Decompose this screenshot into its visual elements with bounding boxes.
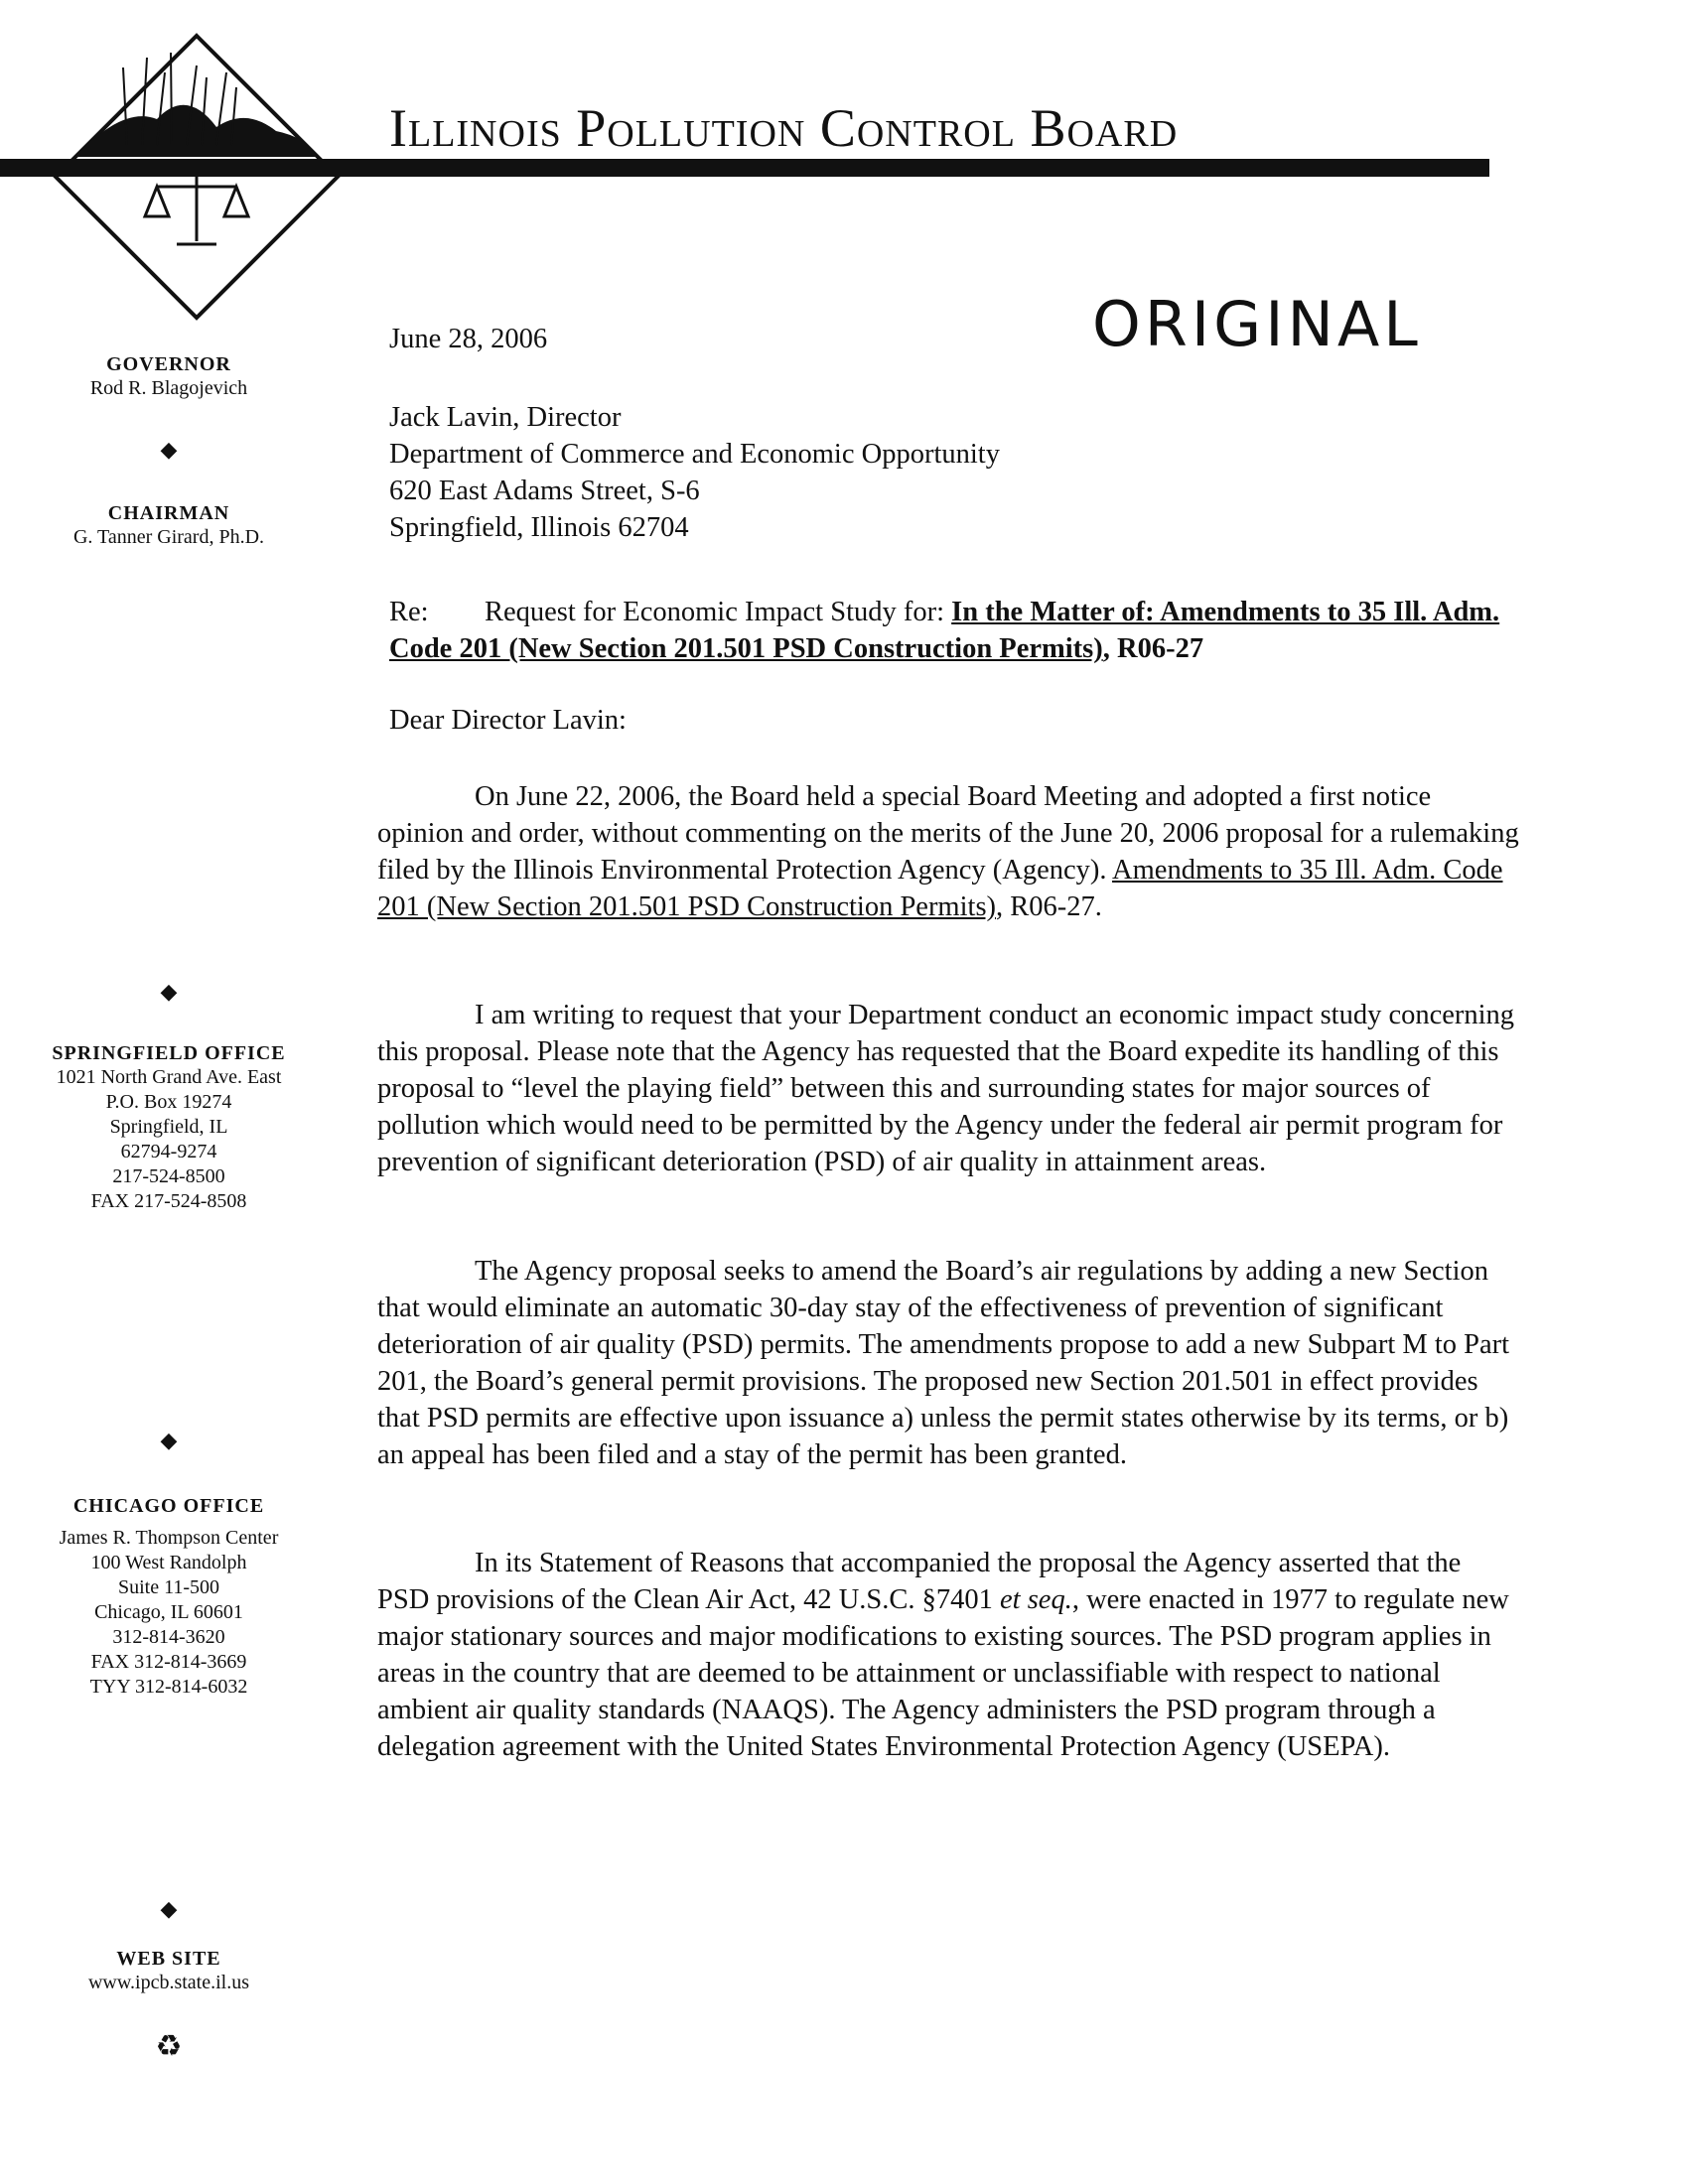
governor-block <box>0 353 338 401</box>
chicago-label: CHICAGO OFFICE <box>72 1495 265 1517</box>
chicago-line: James R. Thompson Center <box>59 1527 279 1549</box>
diamond-separator: ◆ <box>160 437 178 462</box>
springfield-line: FAX 217-524-8508 <box>90 1190 247 1212</box>
p1-text: On June 22, 2006, the Board held a special Board Meeting and adopted a first notice opinion and order, without commenting on the merits of the June 20, 2006 proposal for a rulemaking filed by the Illinois Environmental Protection Agency (Agency). <box>377 781 1519 886</box>
p1-link: Amendments to 35 Ill. Adm. Code 201 (New Section 201.501 PSD Construction Permits) <box>377 855 1503 922</box>
chairman-label: CHAIRMAN <box>107 502 230 524</box>
p4-italic: et seq. <box>1000 1584 1072 1615</box>
address-line: Department of Commerce and Economic Opportunity <box>389 439 1000 470</box>
paragraph-2 <box>377 997 1519 1180</box>
p4-text-a: In its Statement of Reasons that accompanied the proposal the Agency asserted that the PSD provisions of the Clean Air Act, 42 U.S.C. §7401 <box>377 1548 1462 1615</box>
header-rule <box>0 159 1489 177</box>
web-site-label: WEB SITE <box>116 1948 221 1970</box>
springfield-line: 1021 North Grand Ave. East <box>56 1066 282 1088</box>
re-label: Re: <box>389 597 429 627</box>
re-matter: In the Matter of: Amendments to 35 Ill. Adm. Code 201 (New Section 201.501 PSD Construction Permits) <box>389 597 1500 664</box>
board-title: Illinois Pollution Control Board <box>389 98 1179 158</box>
governor-label: GOVERNOR <box>106 353 231 375</box>
p1-end: , R06-27. <box>996 891 1102 922</box>
chicago-office <box>0 1495 338 1700</box>
address-line: Springfield, Illinois 62704 <box>389 512 689 543</box>
p3-text: The Agency proposal seeks to amend the Board’s air regulations by adding a new Section that would eliminate an automatic 30-day stay of the effectiveness of prevention of significant deterioration of air quality (PSD) permits. The amendments propose to add a new Subpart M to Part 201, the Board’s general permit provisions. The proposed new Section 201.501 in effect provides that PSD permits are effective upon issuance a) unless the permit states otherwise by its terms, or b) an appeal has been filed and a stay of the permit has been granted. <box>377 1256 1510 1470</box>
re-docket: , R06-27 <box>1102 633 1204 664</box>
chicago-line: 100 West Randolph <box>90 1552 247 1573</box>
springfield-line: 217-524-8500 <box>112 1165 225 1187</box>
chairman-block <box>0 502 338 550</box>
chicago-line: 312-814-3620 <box>112 1626 225 1648</box>
subject-line <box>389 594 1511 667</box>
recipient-address <box>389 399 1000 546</box>
springfield-label: SPRINGFIELD OFFICE <box>52 1042 286 1064</box>
web-site-block <box>0 1948 338 1995</box>
re-text: Request for Economic Impact Study for: <box>485 597 952 627</box>
address-line: 620 East Adams Street, S-6 <box>389 476 700 506</box>
letter-date: June 28, 2006 <box>389 324 548 354</box>
address-line: Jack Lavin, Director <box>389 402 622 433</box>
diamond-separator: ◆ <box>160 1896 178 1921</box>
springfield-line: Springfield, IL <box>109 1116 228 1138</box>
paragraph-1 <box>377 778 1519 925</box>
diamond-separator: ◆ <box>160 1428 178 1452</box>
salutation: Dear Director Lavin: <box>389 705 627 736</box>
original-stamp: ORIGINAL <box>1092 288 1422 360</box>
governor-name: Rod R. Blagojevich <box>89 377 248 399</box>
chicago-line: Suite 11-500 <box>117 1576 220 1598</box>
board-logo <box>48 28 346 326</box>
paragraph-4 <box>377 1545 1519 1765</box>
chairman-name: G. Tanner Girard, Ph.D. <box>72 526 265 548</box>
diamond-separator: ◆ <box>160 979 178 1004</box>
chicago-line: TYY 312-814-6032 <box>89 1676 248 1698</box>
springfield-line: 62794-9274 <box>120 1141 217 1162</box>
paragraph-3 <box>377 1253 1519 1473</box>
chicago-line: FAX 312-814-3669 <box>90 1651 247 1673</box>
p4-text-b: , were enacted in 1977 to regulate new major stationary sources and major modifications to existing sources. The PSD program applies in areas in the country that are deemed to be attainment or unclassifiable with respect to national ambient air quality standards (NAAQS). The Agency administers the PSD program through a delegation agreement with the United States Environmental Protection Agency (USEPA). <box>377 1584 1509 1762</box>
p2-text: I am writing to request that your Department conduct an economic impact study concerning this proposal. Please note that the Agency has requested that the Board expedite its handling of this proposal to “level the playing field” between this and surrounding states for major sources of pollution which would need to be permitted by the Agency under the federal air permit program for prevention of significant deterioration (PSD) of air quality in attainment areas. <box>377 1000 1515 1177</box>
springfield-line: P.O. Box 19274 <box>105 1091 232 1113</box>
web-site-url: www.ipcb.state.il.us <box>87 1972 249 1993</box>
recycle-icon: ♻ <box>155 2030 183 2063</box>
springfield-office <box>0 1042 338 1214</box>
chicago-line: Chicago, IL 60601 <box>94 1601 243 1623</box>
